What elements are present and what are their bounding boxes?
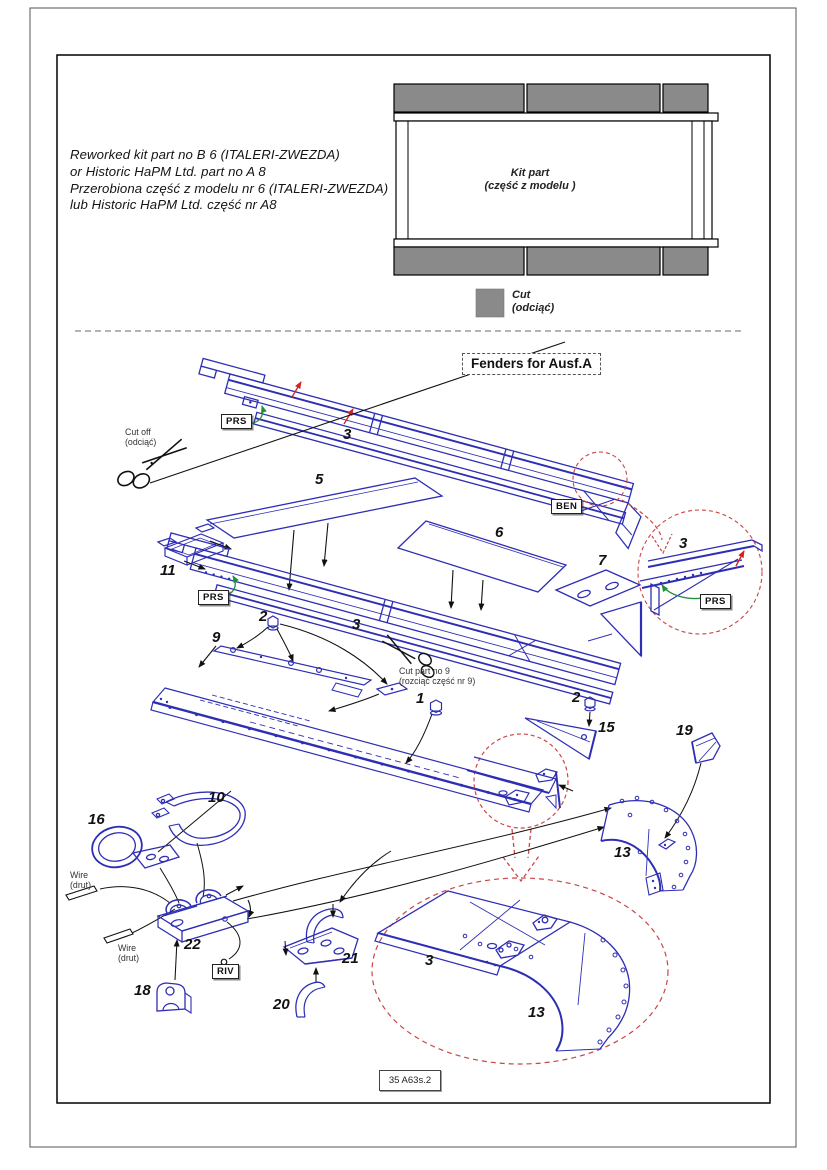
part-18-drawing bbox=[157, 983, 191, 1013]
cut-legend-label bbox=[512, 289, 554, 315]
sheet-code-box bbox=[379, 1070, 441, 1091]
part-label-18: 18 bbox=[134, 982, 151, 999]
part-label-3-lower: 3 bbox=[352, 616, 361, 633]
part-7-drawing bbox=[556, 570, 640, 606]
part-label-2-upper: 2 bbox=[259, 608, 268, 625]
part-16-drawing bbox=[88, 822, 179, 872]
cut-part9-note bbox=[399, 666, 475, 686]
part-19-leader bbox=[665, 763, 701, 838]
detail-view-assembled bbox=[372, 873, 668, 1064]
part-label-11: 11 bbox=[160, 562, 176, 579]
part-label-3-top: 3 bbox=[343, 426, 352, 443]
part-label-19: 19 bbox=[676, 722, 693, 739]
kit-part-label bbox=[430, 167, 630, 193]
part-label-2-lower: 2 bbox=[572, 689, 581, 706]
part-label-7: 7 bbox=[598, 552, 607, 569]
part-2-arrows bbox=[237, 624, 387, 684]
part-label-22: 22 bbox=[184, 936, 201, 953]
part-label-21: 21 bbox=[342, 950, 359, 967]
kit-part-label-line-1: Kit part bbox=[510, 167, 550, 179]
part-1-arrow bbox=[406, 714, 432, 763]
cut-part9-line-2: (rozciąć część nr 9) bbox=[399, 676, 476, 687]
part-5-drawing bbox=[207, 478, 442, 538]
part-9-leader-arrow bbox=[199, 646, 216, 667]
part-15-drawing bbox=[525, 718, 596, 759]
wire-note-bottom bbox=[118, 943, 139, 963]
part-label-20: 20 bbox=[273, 996, 290, 1013]
header-line-4: lub Historic HaPM Ltd. część nr A8 bbox=[70, 197, 277, 213]
part-label-9: 9 bbox=[212, 629, 221, 646]
ben-tag: BEN bbox=[551, 499, 582, 514]
reinforce-plate-arrow bbox=[329, 694, 379, 711]
wire-bottom-line-1: Wire bbox=[118, 943, 137, 953]
wire-bottom-line-2: (drut) bbox=[118, 953, 140, 964]
part-label-10: 10 bbox=[208, 789, 225, 806]
part-18-arrow bbox=[175, 940, 177, 980]
part-label-3-detail: 3 bbox=[679, 535, 688, 552]
part-19-drawing bbox=[692, 733, 720, 763]
part-label-6: 6 bbox=[495, 524, 504, 541]
kit-part-label-line-2: (część z modelu ) bbox=[484, 180, 576, 192]
part-label-5: 5 bbox=[315, 471, 324, 488]
prs-tag-2: PRS bbox=[198, 590, 229, 605]
riv-tag: RIV bbox=[212, 964, 239, 979]
part-6-drawing bbox=[398, 521, 566, 592]
part-label-3-detailview: 3 bbox=[425, 952, 434, 969]
cut-part9-line-1: Cut part no 9 bbox=[399, 666, 450, 676]
part-1-bolt-drawing bbox=[431, 700, 442, 715]
prs-tag-1: PRS bbox=[221, 414, 252, 429]
cut-legend-line-2: (odciąć) bbox=[512, 302, 555, 314]
wire-note-top bbox=[70, 870, 91, 890]
cut-off-note bbox=[125, 427, 156, 447]
part-label-15: 15 bbox=[598, 719, 615, 736]
part-2-lower-arrow bbox=[589, 712, 590, 726]
part-22-arrows bbox=[226, 886, 250, 917]
header-line-2: or Historic HaPM Ltd. part no A 8 bbox=[70, 163, 266, 179]
part-label-1: 1 bbox=[416, 690, 425, 707]
part-3-top-frame-drawing bbox=[184, 358, 651, 549]
cut-off-line-1: Cut off bbox=[125, 427, 151, 437]
part-label-16: 16 bbox=[88, 811, 105, 828]
prs-tag-3: PRS bbox=[700, 594, 731, 609]
part-20-drawing bbox=[296, 982, 325, 1017]
cut-legend-line-1: Cut bbox=[512, 289, 531, 301]
part-3-end-fin-drawing bbox=[588, 602, 641, 656]
part-3-lower-frame-drawing bbox=[158, 533, 623, 704]
part-22-drawing bbox=[158, 890, 248, 942]
section-title: Fenders for Ausf.A bbox=[462, 353, 601, 375]
detail-callout-center bbox=[467, 734, 573, 881]
bend-arrow-red-1 bbox=[292, 382, 301, 397]
wire-top-line-1: Wire bbox=[70, 870, 89, 880]
wire-rod-icons bbox=[66, 886, 133, 943]
header-text bbox=[70, 147, 388, 214]
part-2-cap-upper-drawing bbox=[268, 616, 278, 630]
cut-legend-swatch bbox=[476, 289, 504, 317]
part-label-13-detailview: 13 bbox=[528, 1004, 545, 1021]
cut-off-line-2: (odciąć) bbox=[125, 437, 157, 448]
sheet-code: 35 A63s.2 bbox=[388, 1075, 432, 1086]
header-line-3: Przerobiona część z modelu nr 6 (ITALERI-ZWEZDA) bbox=[70, 180, 389, 196]
wire-top-line-2: (drut) bbox=[70, 880, 92, 891]
rivet-leader bbox=[221, 922, 240, 965]
part-label-13-right: 13 bbox=[614, 844, 631, 861]
header-line-1: Reworked kit part no B 6 (ITALERI-ZWEZDA) bbox=[70, 147, 340, 162]
